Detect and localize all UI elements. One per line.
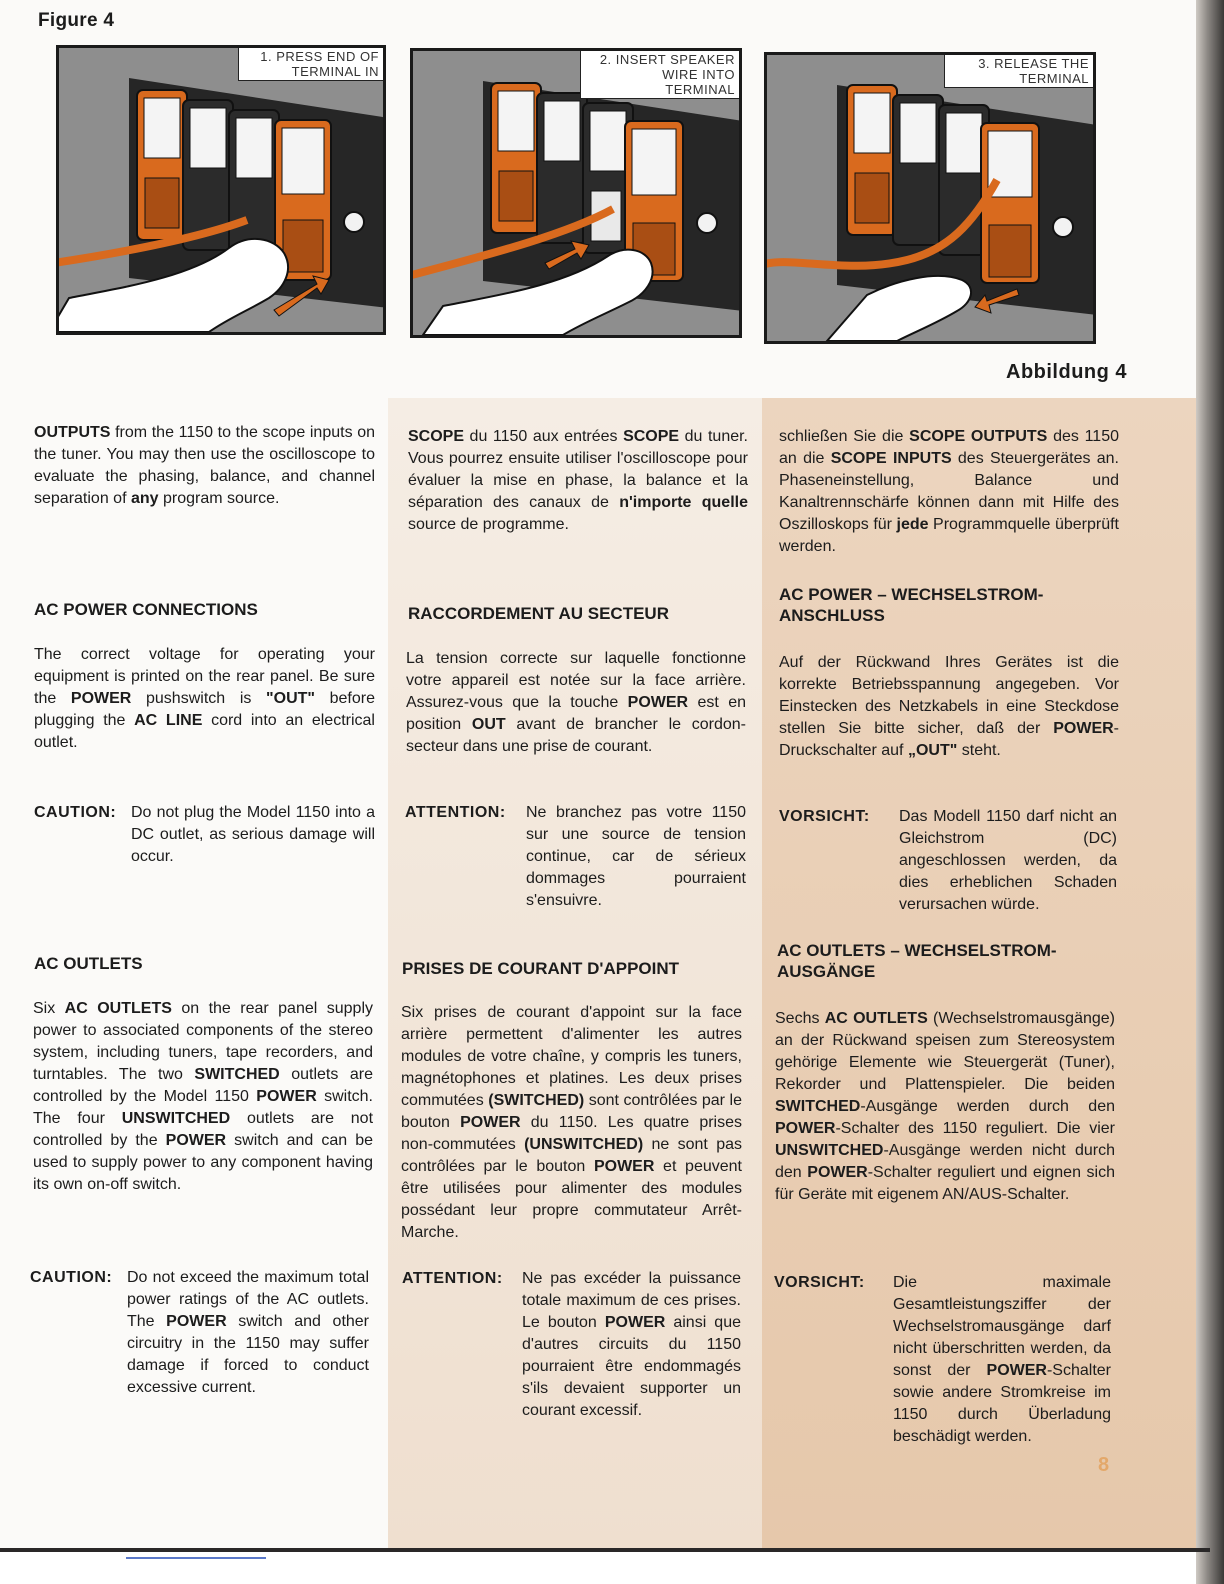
- french-outlets-text-4: ne sont pas contrôlées par le bouton: [401, 1136, 742, 1175]
- figure-panel-2: [410, 48, 742, 338]
- english-intro-paragraph: [34, 422, 375, 510]
- german-ac-outlets-paragraph: [775, 1008, 1115, 1206]
- english-outlets-text-3: outlets are controlled by the Model 1150: [33, 1066, 374, 1105]
- panel-3-label-line-1: 3. RELEASE THE: [978, 56, 1089, 71]
- page-number: 8: [1098, 1454, 1110, 1476]
- figure-title-german: Abbildung 4: [1006, 361, 1128, 383]
- german-outlets-text-2: (Wechselstromausgänge) an der Rückwand speisen zum Stereosystem gehörige Elemente wie Steuergerät (Tuner), Rekorder und Plattenspieler. Die beiden: [775, 1010, 1116, 1093]
- english-caution-1-text: Do not plug the Model 1150 into a DC outlet, as serious damage will occur.: [131, 804, 375, 865]
- german-ac-power-bold-2: „OUT": [907, 742, 958, 759]
- german-outlets-text-4: -Schalter des 1150 reguliert. Die vier: [835, 1120, 1115, 1137]
- french-caution-2: [402, 1268, 744, 1444]
- french-ac-power-text-1: La tension correcte sur laquelle fonctionne votre appareil est notée sur la face arrière. Assurez-vous que la touche: [406, 650, 746, 711]
- german-intro-text-1: schließen Sie die: [779, 428, 910, 445]
- english-outlets-text-2: on the rear panel supply power to associated components of the stereo system, including tuners, tape recorders, and turntables. The two: [33, 1000, 373, 1083]
- french-outlets-text-2: sont contrôlées par le bouton: [401, 1092, 743, 1131]
- english-intro-end: program source.: [158, 490, 280, 507]
- english-ac-power-paragraph: [34, 644, 375, 754]
- figure-title: Figure 4: [38, 10, 115, 31]
- english-outlets-bold-4: UNSWITCHED: [121, 1110, 231, 1127]
- german-outlets-bold-3: POWER: [775, 1120, 836, 1137]
- french-outlets-text-5: et peuvent être utilisées pour alimenter des modules possédant leur propre commutateur Arrêt-Marche.: [401, 1158, 742, 1241]
- english-caution-2-text-2: switch and other circuitry in the 1150 may suffer damage if forced to conduct excessive current.: [127, 1313, 370, 1396]
- english-outlets-text-5: outlets are not controlled by the: [33, 1110, 374, 1149]
- english-ac-outlets-paragraph: [33, 998, 373, 1196]
- english-outlets-bold-3: POWER: [256, 1088, 317, 1105]
- french-ac-outlets-heading: PRISES DE COURANT D'APPOINT: [402, 959, 680, 978]
- german-caution-2-bold: POWER: [986, 1362, 1047, 1379]
- panel-2-label-line-1: 2. INSERT SPEAKER: [599, 52, 735, 67]
- german-caution-2-text-1: Die maximale Gesamtleistungsziffer der Wechselstromausgänge darf nicht überschritten werden, da sonst der: [893, 1274, 1111, 1379]
- french-intro-bold-2: SCOPE: [623, 428, 680, 445]
- french-ac-power-text-2: est en position: [406, 694, 746, 733]
- panel-2-label: [580, 51, 739, 99]
- terminal-illustration-3: [767, 55, 1093, 341]
- french-ac-power-heading: RACCORDEMENT AU SECTEUR: [408, 604, 669, 623]
- german-intro-bold-2: SCOPE INPUTS: [830, 450, 952, 467]
- german-intro-bold-3: jede: [896, 516, 929, 533]
- panel-2-label-line-3: TERMINAL: [665, 82, 735, 97]
- german-ac-outlets-heading: AC OUTLETS – WECHSELSTROM-AUSGÄNGE: [777, 941, 1057, 981]
- french-outlets-bold-1: (SWITCHED): [488, 1092, 585, 1109]
- french-caution-2-text-1: Ne pas excéder la puissance totale maximum de ces prises. Le bouton: [522, 1270, 741, 1331]
- french-ac-power-bold-2: OUT: [471, 716, 506, 733]
- english-ac-power-text-4: cord into an electrical outlet.: [34, 712, 375, 751]
- german-caution-2: [774, 1272, 1114, 1448]
- terminal-illustration-1: [59, 48, 383, 332]
- french-caution-2-bold: POWER: [604, 1314, 666, 1331]
- english-outlets-bold-5: POWER: [165, 1132, 227, 1149]
- german-outlets-text-5: -Ausgänge werden nicht durch den: [775, 1142, 1115, 1181]
- german-caution-2-text: [893, 1272, 1111, 1448]
- french-intro-text-2: du tuner. Vous pourrez ensuite utiliser l'oscilloscope pour évaluer la mise en phase, la balance et la séparation des canaux de: [408, 428, 748, 511]
- french-outlets-bold-3: (UNSWITCHED): [524, 1136, 644, 1153]
- french-ac-power-paragraph: [406, 648, 746, 758]
- french-outlets-text-3: du 1150. Les quatre prises non-commutées: [401, 1114, 742, 1153]
- english-outlets-text-1: Six: [33, 1000, 65, 1017]
- french-outlets-bold-4: POWER: [593, 1158, 655, 1175]
- german-outlets-bold-5: POWER: [807, 1164, 868, 1181]
- french-caution-2-label: ATTENTION:: [402, 1270, 503, 1287]
- german-outlets-text-6: -Schalter reguliert und eignen sich für Geräte mit eigenem AN/AUS-Schalter.: [775, 1164, 1115, 1203]
- french-intro-bold-1: SCOPE: [408, 428, 465, 445]
- german-caution-2-text-2: -Schalter sowie andere Stromkreise im 1150 durch Überladung beschädigt werden.: [893, 1362, 1111, 1445]
- panel-1-label-line-1: 1. PRESS END OF: [260, 49, 379, 64]
- english-ac-outlets-heading: AC OUTLETS: [34, 954, 143, 973]
- english-ac-power-heading: AC POWER CONNECTIONS: [34, 600, 258, 619]
- french-caution-2-text: [522, 1268, 741, 1422]
- german-ac-power-paragraph: [779, 652, 1119, 762]
- german-intro-text-3: des Steuergerätes an. Phaseneinstellung, Balance und Kanaltrennschärfe können dann mit Hilfe des Oszilloskops für: [779, 450, 1119, 533]
- english-intro-any: any: [130, 490, 159, 507]
- panel-1-label-line-2: TERMINAL IN: [291, 64, 379, 79]
- english-outlets-text-4: switch. The four: [33, 1088, 374, 1127]
- german-intro-bold-1: SCOPE OUTPUTS: [909, 428, 1048, 445]
- english-caution-1: [34, 802, 375, 872]
- english-caution-2-bold: POWER: [166, 1313, 227, 1330]
- german-ac-power-heading: AC POWER – WECHSELSTROM-ANSCHLUSS: [779, 585, 1044, 625]
- english-caution-1-label: CAUTION:: [34, 804, 117, 821]
- english-ac-power-bold-3: AC LINE: [134, 712, 203, 729]
- german-ac-power-text-1: Auf der Rückwand Ihres Gerätes ist die korrekte Betriebsspannung angegeben. Vor Einstecken des Netzkabels in eine Steckdose stellen Sie bitte sicher, daß der: [779, 654, 1119, 737]
- french-caution-1: [405, 802, 747, 912]
- french-intro-paragraph: [408, 426, 748, 536]
- german-outlets-bold-2: SWITCHED: [775, 1098, 861, 1115]
- english-ac-power-text-2: pushswitch is: [131, 690, 267, 707]
- french-intro-text-3: source de programme.: [408, 516, 569, 533]
- french-ac-outlets-paragraph: [401, 1002, 742, 1244]
- french-caution-1-label: ATTENTION:: [405, 804, 506, 821]
- german-caution-1-label: VORSICHT:: [779, 808, 870, 825]
- german-ac-power-text-2: -Druckschalter auf: [779, 720, 1119, 759]
- german-intro-paragraph: [779, 426, 1119, 558]
- french-ac-power-bold-1: POWER: [627, 694, 689, 711]
- french-intro-bold-3: n'importe quelle: [619, 494, 748, 511]
- german-outlets-text-3: -Ausgänge werden durch den: [860, 1098, 1115, 1115]
- english-outlets-bold-2: SWITCHED: [194, 1066, 280, 1083]
- panel-3-label: [944, 55, 1093, 88]
- figure-panel-1: [56, 45, 386, 335]
- english-caution-2: [30, 1267, 371, 1427]
- figure-panel-3: [764, 52, 1096, 344]
- german-outlets-text-1: Sechs: [775, 1010, 825, 1027]
- english-outlets-text-6: switch and can be used to supply power to any component having its own on-off switch.: [33, 1132, 373, 1193]
- german-outlets-bold-1: AC OUTLETS: [824, 1010, 928, 1027]
- english-intro-text: from the 1150 to the scope inputs on the tuner. You may then use the oscilloscope to evaluate the phasing, balance, and channel separation of: [34, 424, 375, 507]
- german-outlets-bold-4: UNSWITCHED: [775, 1142, 884, 1159]
- english-ac-power-bold-1: POWER: [70, 690, 132, 707]
- french-caution-2-text-2: ainsi que d'autres circuits du 1150 pourraient être endommagés s'ils devaient supporter un courant excessif.: [522, 1314, 741, 1419]
- german-intro-text-4: Programmquelle überprüft werden.: [779, 516, 1119, 555]
- english-caution-2-text-1: Do not exceed the maximum total power ratings of the AC outlets. The: [127, 1269, 369, 1330]
- french-outlets-bold-2: POWER: [460, 1114, 521, 1131]
- panel-1-label: [238, 48, 383, 81]
- english-intro-bold: OUTPUTS: [34, 424, 111, 441]
- french-outlets-text-1: Six prises de courant d'appoint sur la face arrière permettent d'alimenter les autres modules de votre chaîne, y compris les tuners, magnétophones et platines. Les deux prises commutées: [401, 1004, 742, 1109]
- panel-2-label-line-2: WIRE INTO: [662, 67, 735, 82]
- english-caution-2-label: CAUTION:: [30, 1269, 113, 1286]
- german-ac-power-bold-1: POWER: [1053, 720, 1114, 737]
- english-caution-2-text: [127, 1267, 369, 1399]
- binding-edge: [1196, 0, 1224, 1584]
- english-ac-power-bold-2: "OUT": [266, 690, 315, 707]
- english-ac-power-text-3: before plugging the: [34, 690, 376, 729]
- scan-mark: [126, 1557, 266, 1559]
- english-ac-power-text-1: The correct voltage for operating your equipment is printed on the rear panel. Be sure the: [34, 646, 375, 707]
- german-caution-1-text: Das Modell 1150 darf nicht an Gleichstrom (DC) angeschlossen werden, da dies erheblichen Schaden verursachen würde.: [899, 808, 1117, 913]
- english-outlets-bold-1: AC OUTLETS: [64, 1000, 172, 1017]
- german-ac-power-text-3: steht.: [957, 742, 1001, 759]
- german-caution-1: [779, 806, 1119, 921]
- page-bottom-edge: [0, 1548, 1210, 1552]
- french-intro-text-1: du 1150 aux entrées: [464, 428, 624, 445]
- french-caution-1-text: Ne branchez pas votre 1150 sur une source de tension continue, car de sérieux dommages pourraient s'ensuivre.: [526, 804, 746, 909]
- panel-3-label-line-2: TERMINAL: [1019, 71, 1089, 86]
- german-caution-2-label: VORSICHT:: [774, 1274, 865, 1291]
- german-intro-text-2: des 1150 an die: [779, 428, 1120, 467]
- french-ac-power-text-3: avant de brancher le cordon-secteur dans une prise de courant.: [406, 716, 747, 755]
